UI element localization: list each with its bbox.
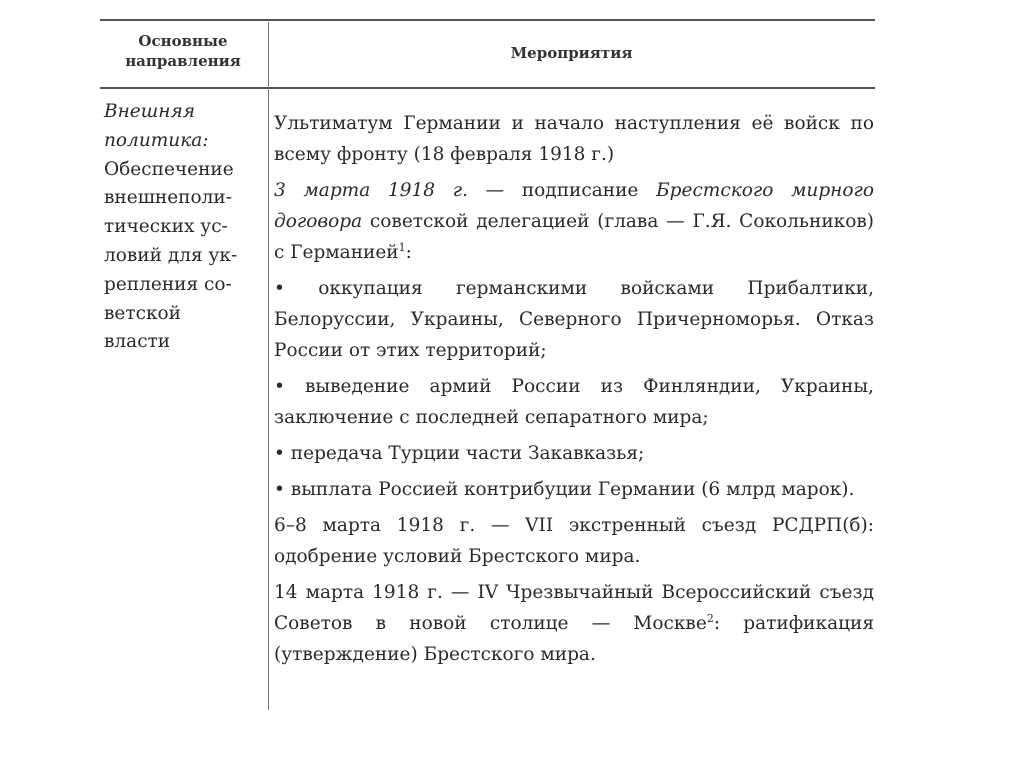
direction-line: ловий для ук- [104, 244, 238, 266]
header-left-line2: направления [125, 52, 241, 70]
header-measures: Мероприятия [510, 44, 633, 62]
bullet-withdrawal: • выведение армий России из Финляндии, Украины, заключение с последней сепаратного мира; [274, 376, 874, 428]
bullet-occupation: • оккупация германскими войсками Прибалтики, Белоруссии, Украины, Северного Причерноморья. Отказ России от этих территорий; [274, 278, 874, 361]
table-column-divider [268, 22, 269, 710]
treaty-text-c: : [405, 242, 412, 263]
direction-line: внешнеполи- [104, 187, 232, 209]
footnote-ref-1: 1 [398, 240, 406, 254]
header-left-line1: Основные [138, 32, 228, 50]
direction-heading-2: политика: [104, 129, 209, 151]
treaty-date: 3 марта 1918 г. [274, 180, 468, 201]
table-top-rule [100, 19, 875, 21]
direction-line: тических ус- [104, 216, 228, 238]
bullet-contribution: • выплата Россией контрибуции Германии (6 млрд марок). [274, 479, 855, 500]
direction-heading-1: Внешняя [104, 101, 195, 122]
direction-line: власти [104, 331, 171, 353]
congress-rsdrp-paragraph: 6–8 марта 1918 г. — VII экстренный съезд РСДРП(б): одобрение условий Брестского мира. [274, 515, 874, 567]
congress-soviets-paragraph [274, 577, 874, 670]
ultimatum-paragraph: Ультиматум Германии и начало наступления её войск по всему фронту (18 февраля 1918 г.) [274, 113, 874, 165]
soviets-text-b: : ратификация (утверждение) Брестского мира. [274, 613, 874, 665]
direction-line: Обеспечение [104, 158, 234, 180]
table-header-rule [100, 87, 875, 89]
treaty-text-a: — подписание [467, 180, 657, 201]
header-main-directions [104, 31, 262, 71]
brest-treaty-paragraph [274, 175, 874, 268]
bullet-transfer: • передача Турции части Закавказья; [274, 443, 645, 464]
direction-line: репления со- [104, 273, 232, 295]
direction-cell [104, 98, 266, 357]
soviets-text-a: 14 марта 1918 г. — IV Чрезвычайный Всероссийский съезд Советов в новой столице — Москве [274, 582, 874, 634]
treaty-text-b: советской делегацией (глава — Г.Я. Сокольников) с Германией [274, 211, 874, 263]
measures-cell [274, 108, 874, 710]
direction-line: ветской [104, 302, 181, 324]
treaty-name: Брестского мирного договора [274, 180, 874, 232]
footnote-ref-2: 2 [706, 611, 714, 625]
